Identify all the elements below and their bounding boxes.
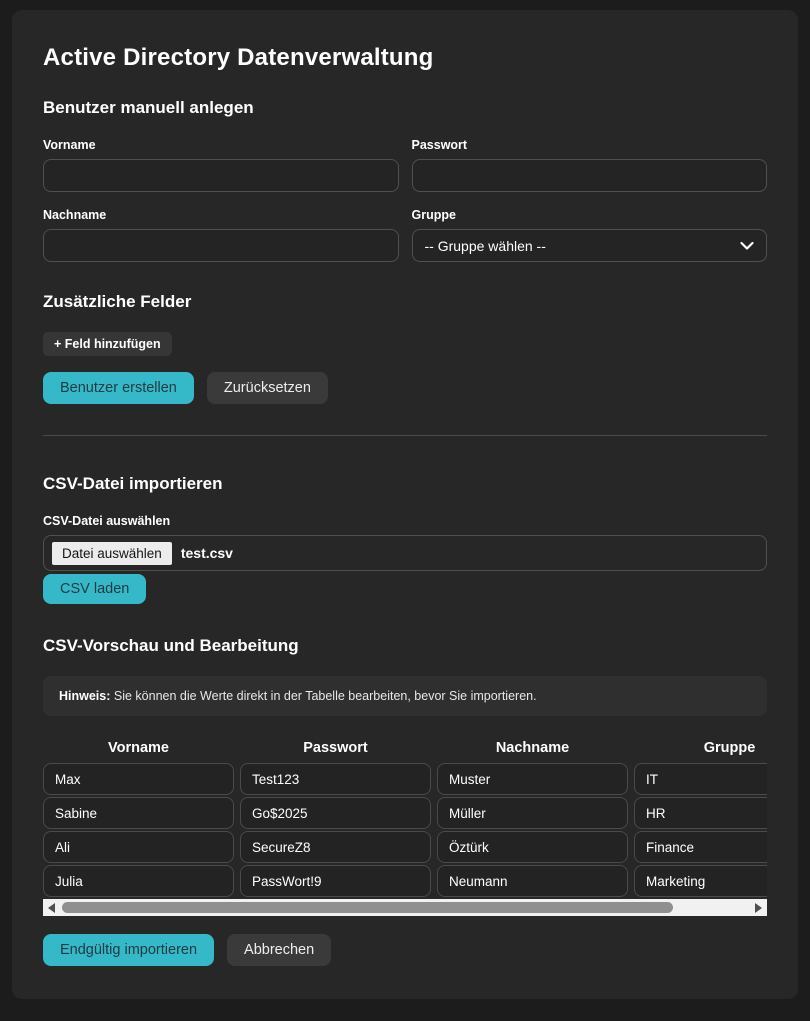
table-row bbox=[43, 831, 767, 863]
manual-create-form bbox=[43, 138, 767, 262]
field-gruppe bbox=[412, 208, 768, 262]
create-user-button[interactable]: Benutzer erstellen bbox=[43, 372, 194, 404]
csv-file-input[interactable] bbox=[43, 535, 767, 571]
scrollbar-thumb[interactable] bbox=[62, 902, 673, 913]
csv-import-heading: CSV-Datei importieren bbox=[43, 474, 223, 493]
cancel-button[interactable]: Abbrechen bbox=[227, 934, 331, 966]
manual-actions bbox=[43, 372, 767, 404]
nachname-input[interactable] bbox=[43, 229, 399, 262]
passwort-input[interactable] bbox=[412, 159, 768, 192]
scroll-right-arrow-icon[interactable] bbox=[750, 899, 767, 916]
csv-preview-heading: CSV-Vorschau und Bearbeitung bbox=[43, 636, 299, 655]
final-import-button[interactable]: Endgültig importieren bbox=[43, 934, 214, 966]
field-passwort bbox=[412, 138, 768, 192]
choose-file-button[interactable]: Datei auswählen bbox=[52, 542, 172, 565]
scroll-left-arrow-icon[interactable] bbox=[43, 899, 60, 916]
table-row bbox=[43, 865, 767, 897]
gruppe-label: Gruppe bbox=[411, 208, 456, 222]
additional-fields-heading: Zusätzliche Felder bbox=[43, 292, 192, 311]
table-header-row bbox=[43, 738, 767, 758]
column-header-passwort: Passwort bbox=[303, 740, 368, 756]
vorname-input[interactable] bbox=[43, 159, 399, 192]
cell-passwort-4[interactable] bbox=[240, 865, 431, 897]
cell-nachname-3[interactable] bbox=[437, 831, 628, 863]
cell-vorname-2[interactable] bbox=[43, 797, 234, 829]
csv-load-button[interactable]: CSV laden bbox=[43, 574, 146, 604]
column-header-gruppe: Gruppe bbox=[703, 740, 756, 756]
field-nachname bbox=[43, 208, 399, 262]
hint-box bbox=[43, 676, 767, 716]
column-header-vorname: Vorname bbox=[108, 740, 169, 756]
gruppe-select[interactable] bbox=[412, 229, 768, 262]
hint-bold: Hinweis: bbox=[59, 689, 111, 703]
column-header-nachname: Nachname bbox=[495, 740, 570, 756]
import-actions bbox=[43, 934, 767, 966]
vorname-label: Vorname bbox=[43, 138, 96, 152]
cell-passwort-2[interactable] bbox=[240, 797, 431, 829]
hint-text: Sie können die Werte direkt in der Tabelle bearbeiten, bevor Sie importieren. bbox=[110, 689, 537, 703]
csv-file-label: CSV-Datei auswählen bbox=[43, 514, 171, 528]
csv-load-row bbox=[43, 574, 767, 604]
cell-passwort-1[interactable] bbox=[240, 763, 431, 795]
cell-gruppe-3[interactable] bbox=[634, 831, 767, 863]
cell-nachname-4[interactable] bbox=[437, 865, 628, 897]
cell-gruppe-1[interactable] bbox=[634, 763, 767, 795]
table-row bbox=[43, 797, 767, 829]
add-field-button[interactable]: + Feld hinzufügen bbox=[43, 332, 172, 356]
manual-create-heading: Benutzer manuell anlegen bbox=[43, 98, 254, 117]
reset-button[interactable]: Zurücksetzen bbox=[207, 372, 328, 404]
selected-file-name: test.csv bbox=[180, 545, 233, 561]
nachname-label: Nachname bbox=[43, 208, 107, 222]
cell-nachname-1[interactable] bbox=[437, 763, 628, 795]
field-vorname bbox=[43, 138, 399, 192]
horizontal-scrollbar[interactable] bbox=[43, 899, 767, 916]
scrollbar-track[interactable] bbox=[60, 899, 750, 916]
cell-passwort-3[interactable] bbox=[240, 831, 431, 863]
page-title: Active Directory Datenverwaltung bbox=[43, 44, 434, 71]
cell-vorname-1[interactable] bbox=[43, 763, 234, 795]
csv-preview-table bbox=[43, 738, 767, 916]
cell-vorname-3[interactable] bbox=[43, 831, 234, 863]
cell-gruppe-2[interactable] bbox=[634, 797, 767, 829]
cell-gruppe-4[interactable] bbox=[634, 865, 767, 897]
section-divider bbox=[43, 435, 767, 436]
cell-nachname-2[interactable] bbox=[437, 797, 628, 829]
main-panel bbox=[12, 10, 798, 999]
passwort-label: Passwort bbox=[411, 138, 468, 152]
cell-vorname-4[interactable] bbox=[43, 865, 234, 897]
table-row bbox=[43, 763, 767, 795]
